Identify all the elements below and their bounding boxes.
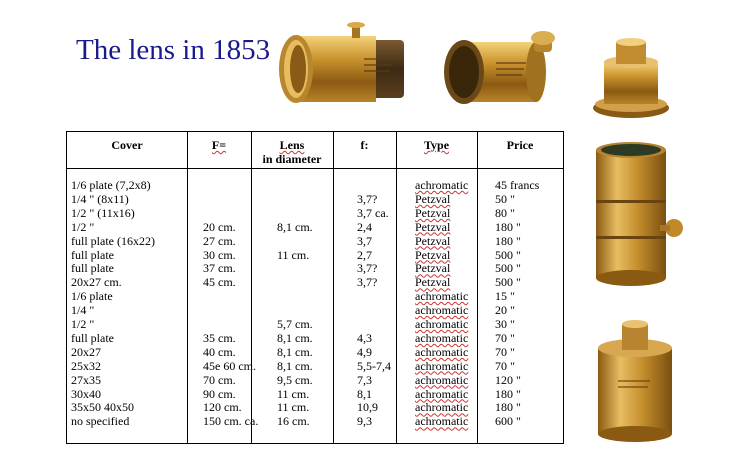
cell-focal-length: 40 cm. (203, 344, 236, 359)
cell-price: 120 " (495, 372, 521, 387)
cell-price: 50 " (495, 191, 515, 206)
cell-cover: 1/6 plate (71, 289, 113, 304)
cell-diameter: 11 cm. (277, 247, 310, 262)
header-type: Type (423, 138, 450, 152)
cell-cover: 1/6 plate (7,2x8) (71, 178, 151, 192)
cell-type: achromatic (415, 400, 469, 415)
cell-cover: full plate (16x22) (71, 233, 155, 248)
cell-aperture: 2,4 (357, 219, 372, 234)
header-diameter-line1: Lens (279, 138, 305, 152)
cell-price: 20 " (495, 303, 515, 318)
cell-aperture: 7,3 (357, 372, 372, 387)
cell-type: Petzval (415, 261, 451, 276)
cell-aperture: 4,3 (357, 330, 372, 345)
header-focal-length: F= (211, 138, 227, 152)
cell-cover: no specified (71, 414, 130, 429)
cell-focal-length: 35 cm. (203, 330, 236, 345)
cell-price: 180 " (495, 219, 521, 234)
cell-price: 70 " (495, 330, 515, 345)
cell-price: 600 " (495, 414, 521, 429)
cell-cover: 1/2 " (71, 317, 95, 331)
cell-price: 180 " (495, 233, 521, 248)
cell-type: achromatic (415, 372, 469, 387)
lens-short-barrel-image (592, 318, 678, 446)
cell-aperture: 3,7? (357, 275, 378, 290)
lens-tall-barrel-image (588, 140, 686, 290)
cell-focal-length: 90 cm. (203, 386, 236, 401)
cell-type: achromatic (415, 414, 469, 429)
cell-focal-length: 20 cm. (203, 219, 236, 234)
cell-aperture: 2,7 (357, 247, 372, 262)
cell-focal-length: 120 cm. (203, 400, 242, 415)
cell-diameter: 8,1 cm. (277, 219, 313, 234)
header-diameter (251, 138, 333, 166)
cell-focal-length: 27 cm. (203, 233, 236, 248)
cell-price: 500 " (495, 275, 521, 290)
cell-type: achromatic (415, 303, 469, 318)
cell-diameter: 8,1 cm. (277, 330, 313, 345)
cell-focal-length: 45e 60 cm. (203, 358, 256, 373)
cell-cover: 27x35 (71, 372, 101, 387)
cell-type: achromatic (415, 178, 469, 192)
cell-focal-length: 70 cm. (203, 372, 236, 387)
cell-type: achromatic (415, 386, 469, 401)
cell-diameter: 11 cm. (277, 386, 310, 401)
cell-type: Petzval (415, 205, 451, 220)
cell-type: Petzval (415, 219, 451, 234)
cell-focal-length: 37 cm. (203, 261, 236, 276)
cell-type: achromatic (415, 330, 469, 345)
header-aperture: f: (360, 138, 369, 152)
cell-diameter: 8,1 cm. (277, 358, 313, 373)
cell-cover: 1/4 " (8x11) (71, 191, 129, 206)
lens-side-view-image (268, 22, 420, 114)
cell-aperture: 10,9 (357, 400, 378, 415)
cell-price: 70 " (495, 358, 515, 373)
cell-cover: full plate (71, 330, 114, 345)
cell-type: achromatic (415, 358, 469, 373)
lens-three-quarter-image (440, 28, 566, 114)
cell-type: Petzval (415, 191, 451, 206)
cell-aperture: 5,5-7,4 (357, 358, 391, 373)
cell-price: 180 " (495, 386, 521, 401)
cell-aperture: 8,1 (357, 386, 372, 401)
cell-focal-length: 45 cm. (203, 275, 236, 290)
cell-price: 30 " (495, 317, 515, 331)
cell-cover: 1/4 " (71, 303, 95, 318)
cell-aperture: 3,7? (357, 191, 378, 206)
cell-price: 500 " (495, 261, 521, 276)
cell-focal-length: 30 cm. (203, 247, 236, 262)
cell-cover: 30x40 (71, 386, 101, 401)
cell-cover: 20x27 cm. (71, 275, 122, 290)
cell-price: 15 " (495, 289, 515, 304)
lens-table (66, 131, 564, 444)
cell-price: 45 francs (495, 178, 540, 192)
cell-type: Petzval (415, 247, 451, 262)
cell-diameter: 11 cm. (277, 400, 310, 415)
cell-diameter: 9,5 cm. (277, 372, 313, 387)
lens-top-image (588, 36, 674, 122)
cell-cover: 25x32 (71, 358, 101, 373)
cell-cover: 1/2 " (71, 219, 95, 234)
cell-price: 180 " (495, 400, 521, 415)
cell-cover: 20x27 (71, 344, 101, 359)
header-cover: Cover (111, 138, 143, 152)
cell-type: Petzval (415, 233, 451, 248)
cell-aperture: 3,7 ca. (357, 205, 389, 220)
cell-aperture: 3,7? (357, 261, 378, 276)
cell-diameter: 16 cm. (277, 414, 310, 429)
header-price: Price (506, 138, 534, 152)
cell-cover: full plate (71, 247, 114, 262)
cell-aperture: 3,7 (357, 233, 372, 248)
cell-diameter: 5,7 cm. (277, 317, 313, 331)
cell-focal-length: 150 cm. ca. (203, 414, 259, 429)
cell-price: 500 " (495, 247, 521, 262)
cell-aperture: 9,3 (357, 414, 372, 429)
cell-type: achromatic (415, 289, 469, 304)
header-diameter-line2: in diameter (262, 152, 322, 166)
cell-cover: 35x50 40x50 (71, 400, 134, 415)
page-title: The lens in 1853 (76, 34, 271, 66)
cell-diameter: 8,1 cm. (277, 344, 313, 359)
cell-price: 70 " (495, 344, 515, 359)
cell-type: Petzval (415, 275, 451, 290)
cell-type: achromatic (415, 344, 469, 359)
cell-cover: full plate (71, 261, 114, 276)
cell-type: achromatic (415, 317, 469, 331)
cell-price: 80 " (495, 205, 515, 220)
cell-cover: 1/2 " (11x16) (71, 205, 135, 220)
cell-aperture: 4,9 (357, 344, 372, 359)
